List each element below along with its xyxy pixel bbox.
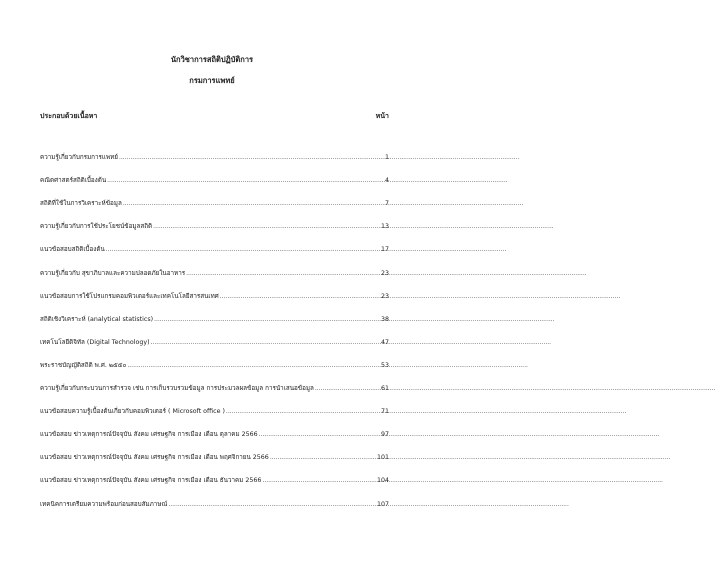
toc-entry-page: 107 <box>376 500 389 508</box>
toc-entry-page: 61 <box>380 385 389 393</box>
toc-dot-leader <box>259 430 380 439</box>
toc-dot-leader <box>153 222 380 231</box>
toc-entry-title: สถิติที่ใช้ในการวิเคราะห์ข้อมูล <box>40 200 122 208</box>
toc-header-contents: ประกอบด้วยเนื้อหา <box>40 112 98 120</box>
toc-entry-title: สถิติเชิงวิเคราะห์ (analytical statistics) <box>40 315 154 323</box>
toc-entry-page: 23 <box>380 292 389 300</box>
toc-entry-title: พระราชบัญญัติสถิติ พ.ศ. ๒๕๕๐ <box>40 361 127 369</box>
toc-entry-page: 23 <box>380 269 389 277</box>
toc-entry-title: แนวข้อสอบ ข่าวเหตุการณ์ปัจจุบัน สังคม เศรษฐกิจ การเมือง เดือน ธันวาคม 2566 <box>40 477 262 485</box>
toc-entry[interactable] <box>40 485 389 508</box>
toc-entry[interactable] <box>40 301 389 324</box>
toc-header-page: หน้า <box>375 112 389 120</box>
toc-entry-page: 7 <box>384 200 389 208</box>
toc-entry-title: ความรู้เกี่ยวกับกรมการแพทย์ <box>40 154 118 162</box>
toc-entry-title: แนวข้อสอบ ข่าวเหตุการณ์ปัจจุบัน สังคม เศรษฐกิจ การเมือง เดือน ตุลาคม 2566 <box>40 431 258 439</box>
toc-entry-page: 38 <box>380 315 389 323</box>
toc-entry-title: แนวข้อสอบ ข่าวเหตุการณ์ปัจจุบัน สังคม เศรษฐกิจ การเมือง เดือน พฤศจิกายน 2566 <box>40 454 269 462</box>
toc-dot-leader <box>186 269 380 278</box>
toc-entry-title: คณิตศาสตร์สถิติเบื้องต้น <box>40 177 107 185</box>
toc-entry[interactable] <box>40 439 389 462</box>
document-title: นักวิชาการสถิติปฏิบัติการ <box>170 55 254 64</box>
toc-dot-leader <box>127 361 380 370</box>
toc-dot-leader <box>220 292 380 301</box>
toc-entry-title: แนวข้อสอบการใช้โปรแกรมคอมพิวเตอร์และเทคโนโลยีสารสนเทศ <box>40 292 219 300</box>
toc-entry-title: ความรู้เกี่ยวกับการใช้ประโยชน์ข้อมูลสถิติ <box>40 223 153 231</box>
toc-entry-page: 101 <box>376 454 389 462</box>
toc-dot-leader <box>226 407 380 416</box>
toc-dot-leader <box>119 153 384 162</box>
toc-entry-title: แนวข้อสอบความรู้เบื้องต้นเกี่ยวกับคอมพิวเตอร์ ( Microsoft office ) <box>40 408 225 416</box>
toc-entry-title: ความรู้เกี่ยวกับกระบวนการสำรวจ เช่น การเก็บรวบรวมข้อมูล การประมวลผลข้อมูล การนำเสนอข้อมูล <box>40 385 314 393</box>
toc-entry[interactable] <box>40 393 389 416</box>
toc-dot-leader <box>270 453 376 462</box>
toc-entry[interactable] <box>40 139 389 162</box>
toc-entry[interactable] <box>40 231 389 254</box>
toc-entry-title: แนวข้อสอบสถิติเบื้องต้น <box>40 246 105 254</box>
toc-entry[interactable] <box>40 278 389 301</box>
toc-dot-leader <box>151 338 380 347</box>
toc-dot-leader <box>154 315 380 324</box>
table-of-contents <box>40 139 389 509</box>
toc-entry-page: 17 <box>380 246 389 254</box>
toc-entry[interactable] <box>40 462 389 485</box>
toc-entry[interactable] <box>40 162 389 185</box>
toc-dot-leader <box>123 199 384 208</box>
toc-entry[interactable] <box>40 416 389 439</box>
toc-entry[interactable] <box>40 347 389 370</box>
toc-dot-leader <box>315 384 380 393</box>
toc-dot-leader <box>168 500 376 509</box>
toc-dot-leader <box>106 245 380 254</box>
toc-entry-page: 47 <box>380 338 389 346</box>
document-subtitle: กรมการแพทย์ <box>189 76 235 85</box>
toc-entry-page: 104 <box>376 477 389 485</box>
toc-entry-title: ความรู้เกี่ยวกับ สุขาภิบาลและความปลอดภัยในอาหาร <box>40 269 186 277</box>
toc-entry-page: 97 <box>380 431 389 439</box>
toc-entry[interactable] <box>40 254 389 277</box>
toc-entry[interactable] <box>40 185 389 208</box>
toc-entry-page: 4 <box>384 177 389 185</box>
toc-entry[interactable] <box>40 208 389 231</box>
toc-entry-title: เทคนิคการเตรียมความพร้อมก่อนสอบสัมภาษณ์ <box>40 500 168 508</box>
toc-entry-page: 1 <box>384 154 389 162</box>
toc-header <box>40 111 389 121</box>
toc-dot-leader <box>262 476 376 485</box>
toc-dot-leader <box>107 176 384 185</box>
toc-entry-page: 13 <box>380 223 389 231</box>
toc-entry-title: เทคโนโลยีดิจิทัล (Digital Technology) <box>40 338 150 346</box>
toc-entry[interactable] <box>40 324 389 347</box>
toc-entry[interactable] <box>40 370 389 393</box>
toc-entry-page: 71 <box>380 408 389 416</box>
toc-entry-page: 53 <box>380 361 389 369</box>
